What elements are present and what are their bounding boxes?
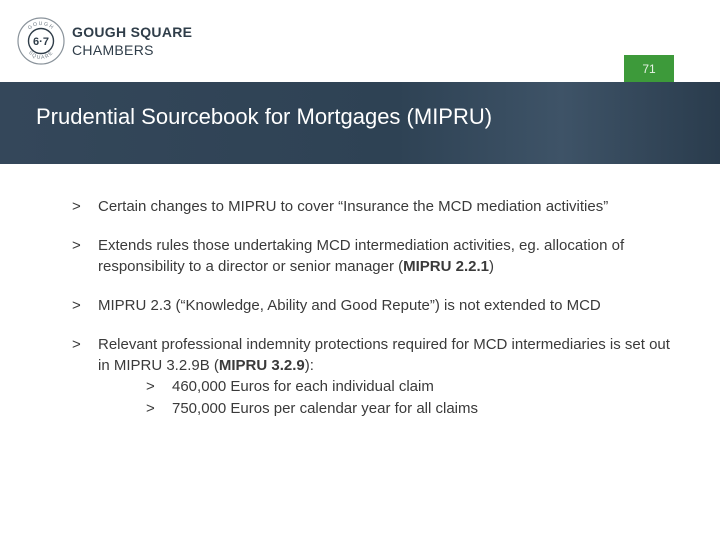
seal-top-text: GOUGH [26,20,56,32]
bullet-text-end: ): [304,357,314,374]
logo-name-line1: GOUGH SQUARE [72,24,193,40]
bullet-marker: > [72,198,81,215]
sub-bullet-text: 460,000 Euros for each individual claim [172,378,434,395]
bullet-marker: > [72,297,81,314]
seal-bottom-text: SQUARE [26,49,56,62]
bullet-item [72,196,682,217]
logo-name-line2: CHAMBERS [72,42,154,58]
sub-bullet-item [98,376,682,398]
chambers-logo [16,14,216,70]
sub-bullet-marker: > [146,378,155,395]
bullet-text: Extends rules those undertaking MCD intermediation activities, eg. allocation of responsibility to a director or senior manager ( [98,237,625,275]
seal-number: 6·7 [33,36,49,48]
rule-reference: MIPRU 3.2.9 [218,357,305,374]
sub-bullet-list [98,376,682,420]
bullet-text: Certain changes to MIPRU to cover “Insurance the MCD mediation activities” [98,198,609,215]
sub-bullet-marker: > [146,400,155,417]
bullet-marker: > [72,336,81,353]
rule-reference: MIPRU 2.2.1 [403,258,490,275]
sub-bullet-text: 750,000 Euros per calendar year for all claims [172,400,478,417]
page-number-badge: 71 [624,55,674,83]
bullet-text: Relevant professional indemnity protections required for MCD intermediaries is set out in MIPRU 3.2.9B ( [98,336,670,374]
sub-bullet-item [98,398,682,420]
svg-text:SQUARE [27,50,55,61]
page-title: Prudential Sourcebook for Mortgages (MIPRU) [36,104,493,129]
bullet-text-end: ) [489,258,495,275]
bullet-item [72,295,682,316]
bullet-text: MIPRU 2.3 (“Knowledge, Ability and Good Repute”) is not extended to MCD [98,297,601,314]
title-band [0,82,720,164]
seal-icon [16,16,66,66]
bullet-marker: > [72,237,81,254]
bullet-list [72,196,682,438]
svg-text:GOUGH [27,21,55,31]
bullet-item [72,235,682,277]
bullet-item [72,334,682,420]
